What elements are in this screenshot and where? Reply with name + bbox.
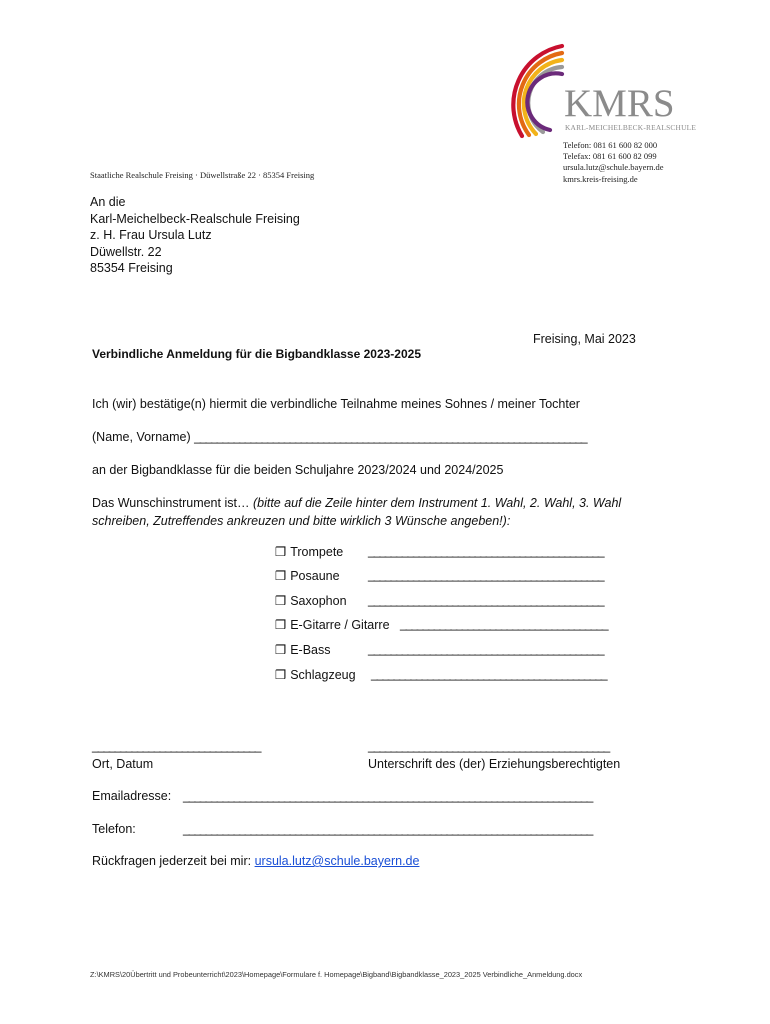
signature-field[interactable]: ___________________________________________	[368, 739, 609, 753]
checkbox[interactable]: ❒	[275, 618, 287, 632]
phone-field[interactable]: _________________________________________________________________________	[183, 822, 592, 836]
contact-block	[563, 140, 664, 185]
instrument-gitarre	[275, 617, 390, 632]
address-line: z. H. Frau Ursula Lutz	[90, 228, 212, 242]
contact-phone: Telefon: 081 61 600 82 000	[563, 140, 658, 150]
choice-line[interactable]: __________________________________________	[371, 667, 607, 681]
contact-web: kmrs.kreis-freising.de	[563, 173, 638, 184]
checkbox[interactable]: ❒	[275, 643, 287, 657]
choice-line[interactable]: __________________________________________	[368, 642, 604, 656]
instrument-label: Schlagzeug	[290, 668, 356, 682]
wish-hint: (bitte auf die Zeile hinter dem Instrument 1. Wahl, 2. Wahl, 3. Wahl	[252, 496, 622, 510]
email-label: Emailadresse:	[92, 789, 172, 803]
course-text: an der Bigbandklasse für die beiden Schuljahre 2023/2024 und 2024/2025	[92, 463, 504, 477]
instrument-label: E-Gitarre / Gitarre	[290, 618, 390, 632]
choice-line[interactable]: _____________________________________	[400, 617, 608, 631]
recipient-address	[90, 194, 300, 277]
footer-file-path: Z:\KMRS\20Übertritt und Probeunterricht\2023\Homepage\Formulare f. Homepage\Bigband\Bigbandklasse_2023_2025 Verbindliche_Anmeldung.docx	[90, 970, 583, 979]
checkbox[interactable]: ❒	[275, 668, 287, 682]
instrument-trompete	[275, 544, 343, 559]
choice-line[interactable]: __________________________________________	[368, 593, 604, 607]
confirm-text: Ich (wir) bestätige(n) hiermit die verbindliche Teilnahme meines Sohnes / meiner Tochter	[92, 397, 580, 411]
address-line: Karl-Meichelbeck-Realschule Freising	[90, 211, 300, 226]
choice-line[interactable]: __________________________________________	[368, 544, 604, 558]
logo-subtitle: KARL-MEICHELBECK-REALSCHULE	[565, 123, 697, 132]
instrument-label: Trompete	[290, 545, 344, 559]
address-line: 85354 Freising	[90, 261, 173, 275]
logo-name: KMRS	[564, 82, 675, 125]
place-date-field[interactable]: ______________________________	[92, 739, 261, 753]
questions-text: Rückfragen jederzeit bei mir:	[92, 854, 255, 868]
contact-email-link[interactable]: ursula.lutz@schule.bayern.de	[254, 854, 420, 868]
checkbox[interactable]: ❒	[275, 569, 287, 583]
questions-row	[92, 854, 419, 868]
wish-hint-row	[92, 514, 510, 528]
address-line: Düwellstr. 22	[90, 244, 162, 259]
wish-hint: schreiben, Zutreffendes ankreuzen und bitte wirklich 3 Wünsche angeben!):	[92, 514, 511, 528]
name-label: (Name, Vorname)	[92, 430, 191, 444]
checkbox[interactable]: ❒	[275, 545, 287, 559]
instrument-label: E-Bass	[290, 643, 331, 657]
phone-label: Telefon:	[92, 822, 136, 836]
signature-label: Unterschrift des (der) Erziehungsberechtigten	[368, 757, 621, 771]
email-field[interactable]: _________________________________________________________________________	[183, 789, 592, 803]
contact-email: ursula.lutz@schule.bayern.de	[563, 162, 664, 173]
instrument-posaune	[275, 568, 340, 583]
name-field[interactable]: ______________________________________________________________________	[194, 430, 587, 444]
page-title: Verbindliche Anmeldung für die Bigbandklasse 2023-2025	[92, 347, 421, 361]
instrument-label: Saxophon	[290, 594, 347, 608]
instrument-label: Posaune	[290, 569, 340, 583]
instrument-schlagzeug	[275, 667, 356, 682]
checkbox[interactable]: ❒	[275, 594, 287, 608]
place-date-label: Ort, Datum	[92, 757, 154, 771]
address-line: An die	[90, 195, 126, 209]
contact-fax: Telefax: 081 61 600 82 099	[563, 151, 657, 162]
school-logo	[500, 40, 700, 140]
instrument-ebass	[275, 642, 331, 657]
sender-line: Staatliche Realschule Freising · Düwellstraße 22 · 85354 Freising	[90, 170, 315, 180]
choice-line[interactable]: __________________________________________	[368, 568, 604, 582]
wish-intro-row	[92, 496, 621, 510]
wish-intro: Das Wunschinstrument ist…	[92, 496, 250, 510]
name-row	[92, 430, 586, 444]
instrument-saxophon	[275, 593, 347, 608]
date-place: Freising, Mai 2023	[533, 332, 636, 346]
